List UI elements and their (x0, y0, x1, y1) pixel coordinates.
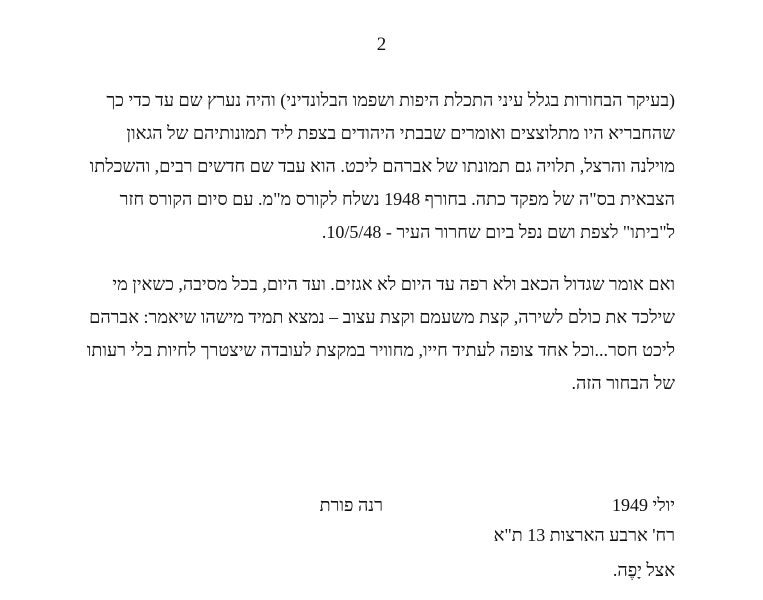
paragraph-2-line: ואם אומר שגדול הכאב ולא רפה עד היום לא אגזים. ועד היום, בכל מסיבה, כשאין מי (112, 274, 675, 294)
author-name: רנה פורת (319, 495, 383, 515)
paragraph-1-line: (בעיקר הבחורות בגלל עיני התכלת היפות ושפמו הבלונדיני) והיה נערץ שם עד כדי כך (106, 90, 675, 110)
paragraph-1-line: ל"ביתו" לצפת ושם נפל ביום שחרור העיר - 10/5/48. (321, 222, 675, 242)
address-line-1: רח' ארבע הארצות 13 ת"א (493, 525, 675, 545)
paragraph-1-line: שהחבריא היו מתלוצצים ואומרים שבבתי היהודים בצפת ליד תמונותיהם של הגאון (126, 123, 675, 143)
paragraph-1 (89, 84, 675, 249)
paragraph-2 (86, 268, 675, 400)
paragraph-2-line: ליכט חסר...וכל אחד צופה לעתיד חייו, מחוויר במקצת לעובדה שיצטרך לחיות בלי רעותו (86, 340, 675, 360)
address-line-2: אצל יָפֶה. (612, 560, 675, 580)
paragraph-2-line: שילכד את כולם לשירה, קצת משעמם וקצת עצוב – נמצא תמיד מישהו שיאמר: אברהם (89, 307, 675, 327)
page-number: 2 (376, 34, 387, 55)
paragraph-2-line: של הבחור הזה. (571, 373, 675, 393)
paragraph-1-line: הצבאית בס"ה של מפקד כתה. בחורף 1948 נשלח לקורס מ"מ. עם סיום הקורס חזר (119, 189, 675, 209)
letter-date: יולי 1949 (612, 495, 675, 515)
paragraph-1-line: מוילנה והרצל, תלויה גם תמונתו של אברהם ליכט. הוא עבד שם חדשים רבים, והשכלתו (89, 156, 675, 176)
